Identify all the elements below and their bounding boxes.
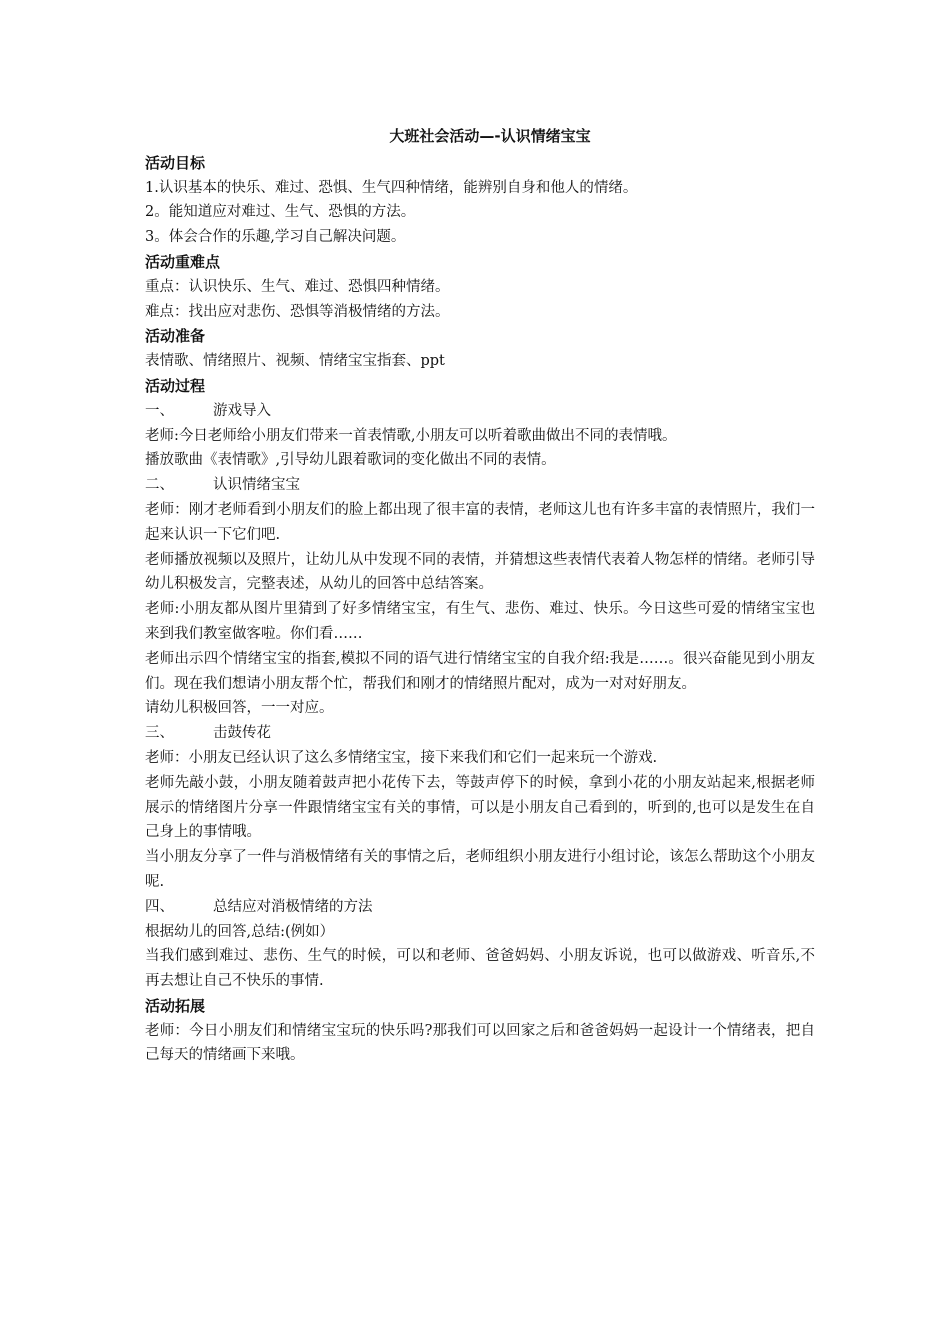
step-1-heading [145, 399, 815, 424]
step-title: 总结应对消极情绪的方法 [213, 898, 373, 915]
preparation-text: 表情歌、情绪照片、视频、情绪宝宝指套、ppt [145, 353, 445, 370]
step-2-heading [145, 473, 815, 498]
document-title: 大班社会活动—-认识情绪宝宝 [389, 127, 591, 145]
goal-2: 2。能知道应对难过、生气、恐惧的方法。 [145, 204, 416, 221]
section-heading-extension: 活动拓展 [145, 996, 206, 1015]
step-4-paragraph: 当我们感到难过、悲伤、生气的时候，可以和老师、爸爸妈妈、小朋友诉说，也可以做游戏、听音乐,不再去想让自己不快乐的事情. [145, 948, 815, 990]
step-3-paragraph: 当小朋友分享了一件与消极情绪有关的事情之后，老师组织小朋友进行小组讨论，该怎么帮助这个小朋友呢. [145, 849, 815, 890]
section-heading-goals: 活动目标 [145, 153, 206, 172]
step-number: 四、 [145, 898, 174, 915]
section-heading-focus: 活动重难点 [145, 252, 221, 271]
extension-paragraph: 老师：今日小朋友们和情绪宝宝玩的快乐吗?那我们可以回家之后和爸爸妈妈一起设计一个情绪表，把自己每天的情绪画下来哦。 [145, 1022, 815, 1064]
step-4-paragraph: 根据幼儿的回答,总结:(例如） [145, 923, 335, 940]
step-2-paragraph: 请幼儿积极回答，一一对应。 [145, 700, 334, 717]
step-1-paragraph: 播放歌曲《表情歌》,引导幼儿跟着歌词的变化做出不同的表情。 [145, 452, 556, 469]
step-title: 游戏导入 [213, 402, 271, 419]
section-heading-process: 活动过程 [145, 376, 206, 395]
section-heading-preparation: 活动准备 [145, 327, 206, 346]
step-3-heading [145, 721, 815, 746]
goal-1: 1.认识基本的快乐、难过、恐惧、生气四种情绪，能辨别自身和他人的情绪。 [145, 179, 638, 196]
step-2-paragraph: 老师出示四个情绪宝宝的指套,模拟不同的语气进行情绪宝宝的自我介绍:我是……。很兴奋能见到小朋友们。现在我们想请小朋友帮个忙，帮我们和刚才的情绪照片配对，成为一对对好朋友。 [145, 650, 815, 692]
step-3-paragraph: 老师先敲小鼓，小朋友随着鼓声把小花传下去，等鼓声停下的时候，拿到小花的小朋友站起来,根据老师展示的情绪图片分享一件跟情绪宝宝有关的事情，可以是小朋友自己看到的，听到的,也可以是发生在自己身上的事情哦。 [145, 774, 815, 841]
step-3-paragraph: 老师：小朋友已经认识了这么多情绪宝宝，接下来我们和它们一起来玩一个游戏. [145, 749, 658, 766]
step-1-paragraph: 老师:今日老师给小朋友们带来一首表情歌,小朋友可以听着歌曲做出不同的表情哦。 [145, 427, 677, 444]
step-2-paragraph: 老师播放视频以及照片，让幼儿从中发现不同的表情，并猜想这些表情代表着人物怎样的情绪。老师引导幼儿积极发言，完整表述，从幼儿的回答中总结答案。 [145, 551, 815, 593]
step-4-heading [145, 895, 815, 920]
document-body [145, 124, 815, 1068]
step-2-paragraph: 老师：刚才老师看到小朋友们的脸上都出现了很丰富的表情，老师这儿也有许多丰富的表情照片，我们一起来认识一下它们吧. [145, 501, 815, 543]
step-number: 一、 [145, 402, 174, 419]
step-number: 三、 [145, 725, 174, 742]
goal-3: 3。体会合作的乐趣,学习自己解决问题。 [145, 229, 406, 246]
step-title: 击鼓传花 [213, 725, 271, 742]
step-2-paragraph: 老师:小朋友都从图片里猜到了好多情绪宝宝，有生气、悲伤、难过、快乐。今日这些可爱的情绪宝宝也来到我们教室做客啦。你们看…… [145, 601, 815, 642]
focus-hard: 难点：找出应对悲伤、恐惧等消极情绪的方法。 [145, 303, 450, 320]
step-number: 二、 [145, 477, 174, 494]
step-title: 认识情绪宝宝 [213, 477, 300, 494]
focus-key: 重点：认识快乐、生气、难过、恐惧四种情绪。 [145, 278, 450, 295]
